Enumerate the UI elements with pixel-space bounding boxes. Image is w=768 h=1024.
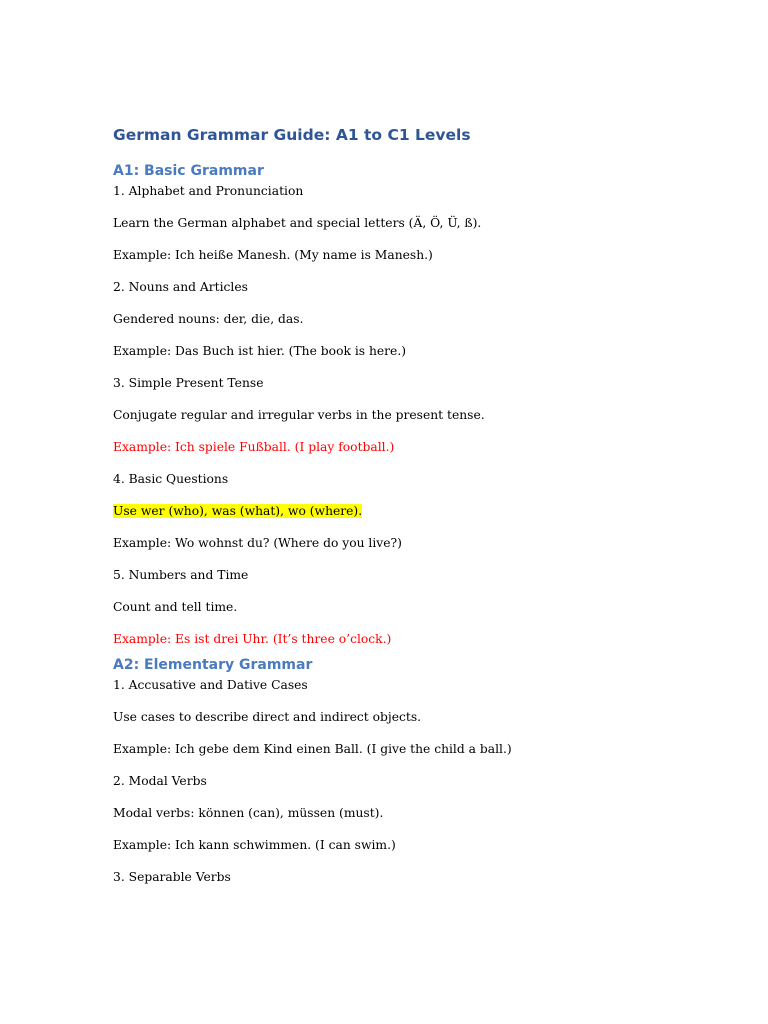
a2-cases-description: Use cases to describe direct and indirect objects. xyxy=(113,710,422,724)
a2-modal-verbs-heading: 2. Modal Verbs xyxy=(113,774,207,788)
a2-modal-verbs-example: Example: Ich kann schwimmen. (I can swim.) xyxy=(113,838,396,852)
document-title: German Grammar Guide: A1 to C1 Levels xyxy=(113,126,471,144)
a1-nouns-heading: 2. Nouns and Articles xyxy=(113,280,248,294)
a1-nouns-example: Example: Das Buch ist hier. (The book is here.) xyxy=(113,344,407,358)
a1-alphabet-description: Learn the German alphabet and special letters (Ä, Ö, Ü, ß). xyxy=(113,216,482,230)
a2-cases-example: Example: Ich gebe dem Kind einen Ball. (I give the child a ball.) xyxy=(113,742,512,756)
a1-questions-example: Example: Wo wohnst du? (Where do you live?) xyxy=(113,536,402,550)
a2-separable-verbs-heading: 3. Separable Verbs xyxy=(113,870,231,884)
a1-alphabet-example: Example: Ich heiße Manesh. (My name is Manesh.) xyxy=(113,248,433,262)
document-body xyxy=(113,124,673,900)
a1-alphabet-heading: 1. Alphabet and Pronunciation xyxy=(113,184,304,198)
a1-numbers-description: Count and tell time. xyxy=(113,600,238,614)
section-heading-a2: A2: Elementary Grammar xyxy=(113,657,313,673)
a1-present-tense-heading: 3. Simple Present Tense xyxy=(113,376,264,390)
a1-numbers-heading: 5. Numbers and Time xyxy=(113,568,249,582)
a1-questions-heading: 4. Basic Questions xyxy=(113,472,229,486)
a1-present-tense-description: Conjugate regular and irregular verbs in the present tense. xyxy=(113,408,485,422)
a1-numbers-example: Example: Es ist drei Uhr. (It’s three o’clock.) xyxy=(113,632,392,646)
section-heading-a1: A1: Basic Grammar xyxy=(113,163,264,179)
a1-questions-description-highlighted xyxy=(113,502,673,534)
a2-cases-heading: 1. Accusative and Dative Cases xyxy=(113,678,308,692)
a1-nouns-description: Gendered nouns: der, die, das. xyxy=(113,312,304,326)
a1-present-tense-example: Example: Ich spiele Fußball. (I play football.) xyxy=(113,440,395,454)
highlighted-text: Use wer (who), was (what), wo (where). xyxy=(113,504,363,518)
a2-modal-verbs-description: Modal verbs: können (can), müssen (must). xyxy=(113,806,384,820)
